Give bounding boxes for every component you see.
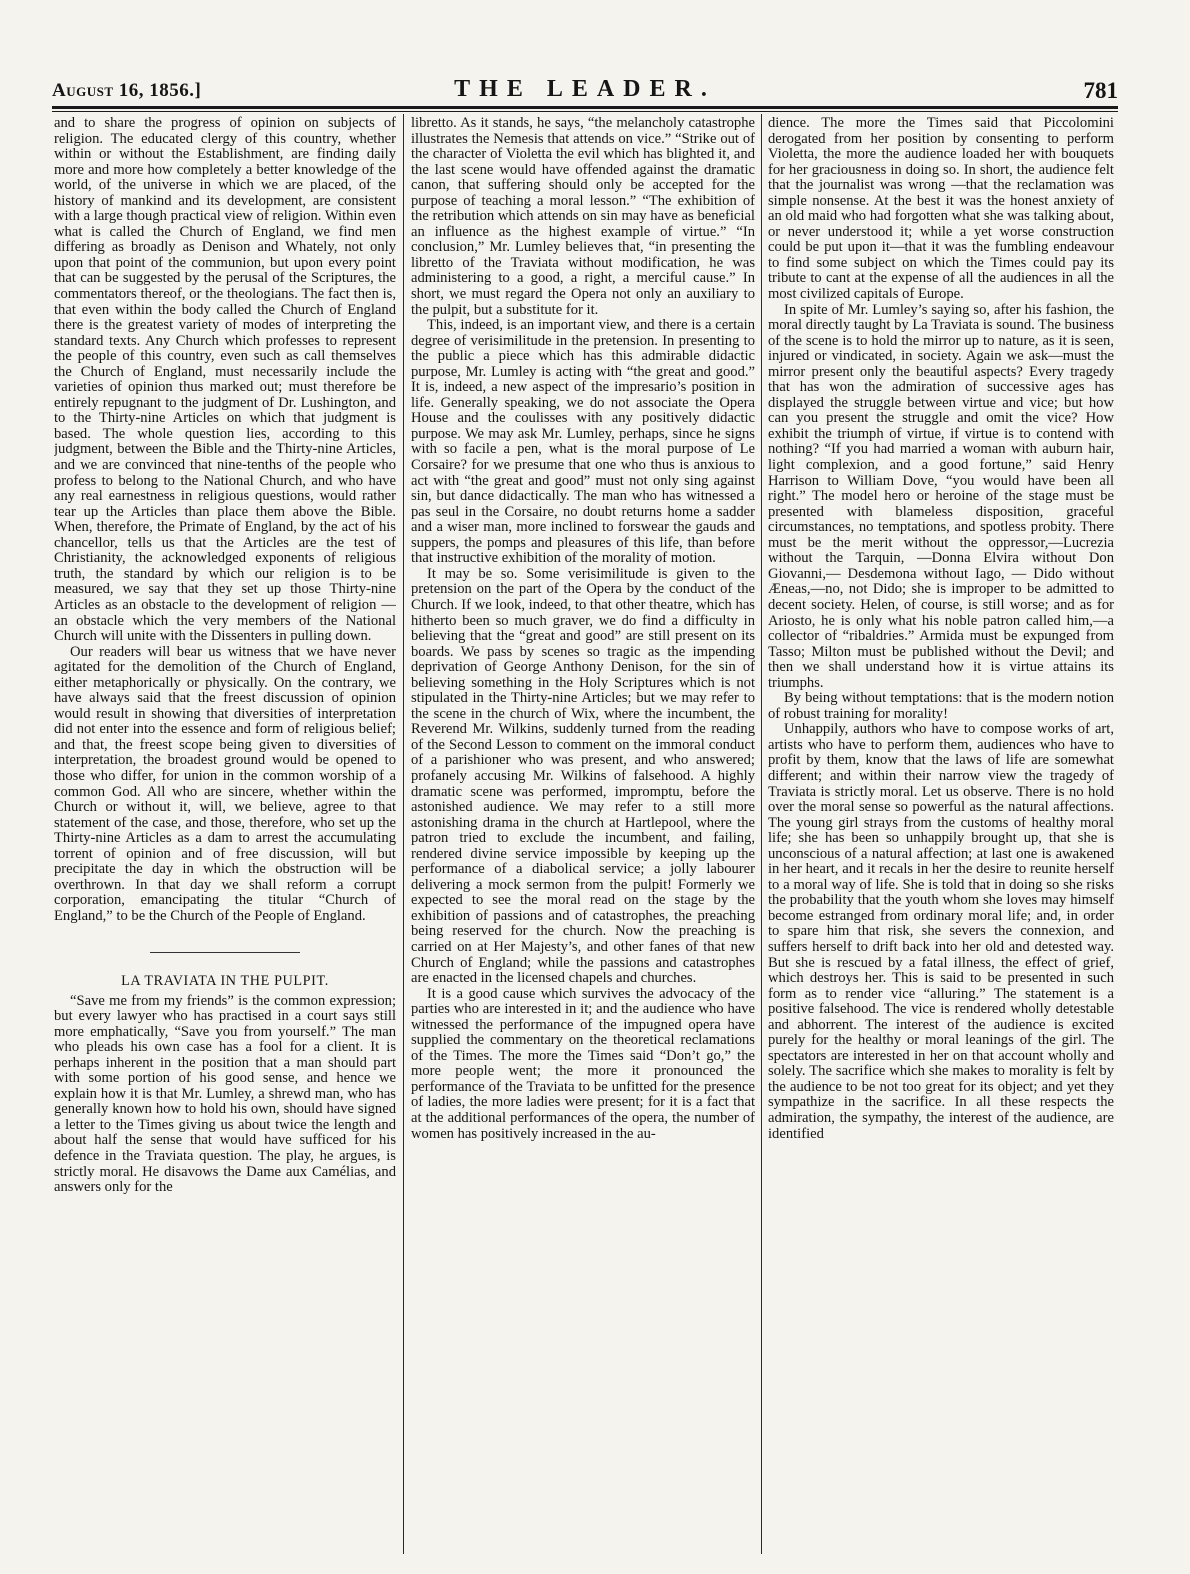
masthead-rule-thick xyxy=(52,106,1118,109)
column3-paragraph-3: By being without temptations: that is the modern notion of robust training for morality! xyxy=(768,690,1114,722)
page-number: 781 xyxy=(1083,78,1118,103)
column2-paragraph-2: This, indeed, is an important view, and there is a certain degree of verisimilitude in the pretension. In presenting to the public a piece which has this admirable didactic purpose, Mr. Lumley is acting with “the great and good.” It is, indeed, a new aspect of the impresario’s position in life. Generally speaking, we do not associate the Opera House and the coulisses with any positively didactic purpose. We may ask Mr. Lumley, perhaps, since he signs with so facile a pen, what is the moral purpose of Le Corsaire? for we presume that one who thus is anxious to act with “the great and good” must not only sing against sin, but dance didactically. The man who has witnessed a pas seul in the Corsaire, no doubt returns home a sadder and a wiser man, more inclined to forswear the gauds and suppers, the pomps and pleasures of this life, than before that instructive exhibition of the morality of motion. xyxy=(411,317,755,567)
column1-paragraph-1: and to share the progress of opinion on subjects of religion. The educated clergy of this country, whether within or without the Establishment, are finding daily more and more how completely a better knowledge of the world, of the universe in which we are placed, of the history of mankind and its development, are consistent with a large though practical view of religion. Within even what is called the Church of England, we find men differing as broadly as Denison and Whately, not only upon that point of the communion, but upon every point that can be suggested by the perusal of the Scriptures, the commentators thereof, or the theologians. The fact then is, that even within the body called the Church of England there is the greatest variety of modes of interpreting the standard texts. Any Church which professes to represent the people of this country, even such as call themselves the Church of England, must necessarily include the varieties of opinion thus marked out; must therefore be entirely repugnant to the judgment of Dr. Lushington, and to the Thirty-nine Articles on which that judgment is based. The whole question lies, according to this judgment, between the Bible and the Thirty-nine Articles, and we are convinced that nine-tenths of the people who profess to belong to the National Church, and who have any real earnestness in religious questions, would rather tear up the Articles than place them above the Bible. When, therefore, the Primate of England, by the act of his chancellor, tells us that the Articles are the test of Christianity, the acknowledged exponents of religious truth, the standard by which our religion is to be measured, we say that they set up those Thirty-nine Articles as an obstacle to the development of religion —an obstacle which the very members of the National Church will unite with the Dissenters in pulling down. xyxy=(54,116,396,645)
article-column-3 xyxy=(768,116,1114,1556)
column3-paragraph-2: In spite of Mr. Lumley’s saying so, after his fashion, the moral directly taught by La Traviata is sound. The business of the scene is to hold the mirror up to nature, as it is seen, injured or vindicated, in society. Again we ask—must the mirror present only the beautiful aspects? Every tragedy that has won the admiration of successive ages has displayed the struggle between virtue and vice; but how can you present the struggle and omit the vice? How exhibit the triumph of virtue, if virtue is to contend with nothing? “If you had married a woman with auburn hair, light complexion, and a good fortune,” said Henry Harrison to William Dove, “you would have been all right.” The model hero or heroine of the stage must be presented with blameless disposition, graceful circumstances, no temptations, and spotless probity. There must be the merit without the oppressor,—Lucrezia without the Tarquin, —Donna Elvira without Don Giovanni,— Desdemona without Iago, — Dido without Æneas,—no, not Dido; she is improper to be admitted to decent society. Helen, of course, is still worse; and as for Ariosto, he is only what his noble patron called him,—a collector of “ribaldries.” Armida must be expunged from Tasso; Milton must be published without the Devil; and then we shall understand how it is virtue attains its triumphs. xyxy=(768,301,1114,691)
column2-paragraph-4: It is a good cause which survives the advocacy of the parties who are interested in it; and the audience who have witnessed the performance of the impugned opera have supplied the commentary on the theoretical reclamations of the Times. The more the Times said “Don’t go,” the more people went; the more it pronounced the performance of the Traviata to be unfitted for the presence of ladies, the more ladies were present; for it is a fact that at the additional performances of the opera, the number of women has positively increased in the au- xyxy=(411,985,755,1142)
masthead xyxy=(52,76,1118,106)
article-column-1 xyxy=(54,116,396,1556)
section-heading: LA TRAVIATA IN THE PULPIT. xyxy=(121,972,329,989)
column1-paragraph-2: Our readers will bear us witness that we have never agitated for the demolition of the Church of England, either metaphorically or physically. On the contrary, we have always said that the freest discussion of opinion would result in showing that diversities of interpretation did not enter into the essence and form of religious belief; and that, the freest scope being given to diversities of interpretation, the broadest ground would be opened to those who differ, for union in the common worship of a common God. All who are sincere, whether within the Church or without it, will, we believe, agree to that statement of the case, and those, therefore, who set up the Thirty-nine Articles as a dam to arrest the accumulating torrent of opinion and of free discussion, will but precipitate the day in which the obstruction will be overthrown. In that day we shall reform a corrupt corporation, emancipating the titular “Church of England,” to be the Church of the People of England. xyxy=(54,643,396,924)
column2-paragraph-1: libretto. As it stands, he says, “the melancholy catastrophe illustrates the Nemesis that attends on vice.” “Strike out of the character of Violetta the evil which has blighted it, and the last scene would have offended against the dramatic canon, that suffering should only be accepted for the purpose of teaching a moral lesson.” “The exhibition of the retribution which attends on sin may have as beneficial an influence as the highest example of virtue.” “In conclusion,” Mr. Lumley believes that, “in presenting the libretto of the Traviata without modification, he was administering to a good, a right, a merciful cause.” In short, we must regard the Opera not only an auxiliary to the pulpit, but a substitute for it. xyxy=(411,116,755,318)
column3-paragraph-1: dience. The more the Times said that Piccolomini derogated from her position by consenting to perform Violetta, the more the audience loaded her with bouquets for her graciousness in doing so. In short, the audience felt that the journalist was wrong —that the reclamation was simple nonsense. At the best it was the honest anxiety of an old maid who had forgotten what she was talking about, or never understood it; while a yet worse construction could be put upon it—that it was the fumbling endeavour to find some subject on which the Times could pay its tribute to cant at the expense of all the audiences in all the most civilized capitals of Europe. xyxy=(768,116,1114,303)
column-divider-2 xyxy=(761,114,762,1554)
issue-date: August 16, 1856.] xyxy=(52,80,202,101)
column2-paragraph-3: It may be so. Some verisimilitude is given to the pretension on the part of the Opera by the conduct of the Church. If we look, indeed, to that other theatre, which has hitherto been so much graver, we do find a difficulty in believing that the “great and good” are still present on its boards. We pass by scenes so tragic as the impending deprivation of George Anthony Denison, for the sin of believing something in the Holy Scriptures which is not stipulated in the Thirty-nine Articles; but we may refer to the scene in the church of Wix, where the incumbent, the Reverend Mr. Wilkins, suddenly turned from the reading of the Second Lesson to comment on the immoral conduct of a parishioner who was present, and who answered; profanely accusing Mr. Wilkins of falsehood. A highly dramatic scene was performed, impromptu, before the astonished audience. We may refer to a still more astonishing drama in the church at Hartlepool, where the patron tried to exclude the incumbent, and failing, rendered divine service impossible by keeping up the performance of a diabolical service; a jolly labourer delivering a mock sermon from the pulpit! Formerly we expected to see the moral read on the stage by the exhibition of passions and of catastrophes, the preaching being reserved for the church. Now the preaching is carried on at Her Majesty’s, and other fanes of that new Church of England; while the passions and catastrophes are enacted in the licensed chapels and churches. xyxy=(411,565,755,987)
column3-paragraph-4: Unhappily, authors who have to compose works of art, artists who have to perform them, audiences who have to profit by them, know that the laws of life are somewhat different; and within their narrow view the tragedy of Traviata is strictly moral. Let us observe. There is no hold over the moral sense so powerful as the natural affections. The young girl strays from the customs of healthy moral life; she has been so unhappily brought up, that she is unconscious of a natural affection; at last one is awakened in her heart, and it recals in her the desire to reunite herself to a moral way of life. She is told that in doing so she risks the probability that the youth whom she loves may himself become estranged from ordinary moral life; and, in order to spare him that risk, she severs the connexion, and suffers herself to drift back into her old and detested way. But she is rescued by a fatal illness, the effect of grief, which destroys her. This is said to be presented in such form as to render vice “alluring.” The statement is a positive falsehood. The vice is rendered wholly detestable and abhorrent. The interest of the audience is excited purely for the healthy or moral leanings of the girl. The spectators are interested in her on that account wholly and solely. The sacrifice which she makes to morality is felt by the audience to be not too great for its object; and yet they sympathize in the sacrifice. In all these respects the admiration, the sympathy, the interest of the audience, are identified xyxy=(768,721,1114,1142)
newspaper-title: THE LEADER. xyxy=(454,76,716,102)
article-column-2 xyxy=(411,116,755,1556)
column1-paragraph-3: “Save me from my friends” is the common expression; but every lawyer who has practised in a court says still more emphatically, “Save you from yourself.” The man who pleads his own case has a fool for a client. It is perhaps inherent in the position that a man should part with some portion of his good sense, and hence we explain how it is that Mr. Lumley, a shrewd man, who has generally known how to hold his own, should have signed a letter to the Times giving us about twice the length and about half the sense that would have sufficed for his defence in the Traviata question. The play, he argues, is strictly moral. He disavows the Dame aux Camélias, and answers only for the xyxy=(54,992,396,1196)
section-separator xyxy=(54,942,396,958)
masthead-rule-thin xyxy=(52,111,1118,112)
column-divider-1 xyxy=(403,114,404,1554)
